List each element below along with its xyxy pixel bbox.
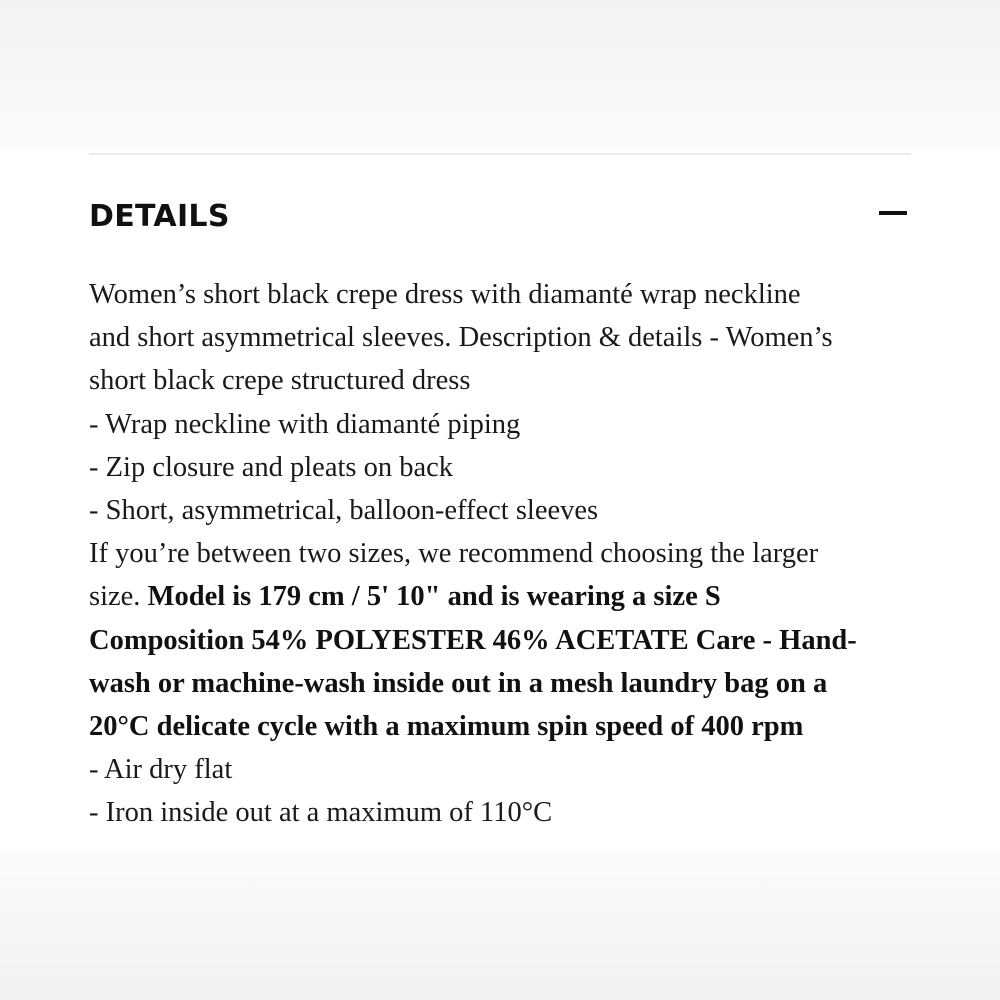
minus-icon[interactable] [879,211,907,215]
description-line: size. Model is 179 cm / 5' 10" and is wearing a size S [89,581,721,613]
description-line: Women’s short black crepe dress with diamanté wrap neckline [89,279,801,310]
description-bullet: - Iron inside out at a maximum of 110°C [89,797,553,829]
bottom-backdrop [0,850,1000,1000]
description-bullet: - Zip closure and pleats on back [89,451,454,483]
description-bullet: - Short, asymmetrical, balloon-effect sleeves [89,495,599,527]
top-backdrop [0,0,1000,150]
details-description [89,273,911,835]
description-line: 20°C delicate cycle with a maximum spin speed of 400 rpm [89,711,804,743]
description-line: Composition 54% POLYESTER 46% ACETATE Care - Hand- [89,624,857,656]
description-line: short black crepe structured dress [89,365,471,397]
details-accordion-header[interactable] [89,192,911,242]
description-line: and short asymmetrical sleeves. Description & details - Women’s [89,322,833,354]
description-line: wash or machine-wash inside out in a mesh laundry bag on a [89,667,828,699]
description-bullet: - Air dry flat [89,754,233,786]
description-line: If you’re between two sizes, we recommend choosing the larger [89,538,819,570]
details-title: DETAILS [89,199,230,234]
description-bullet: - Wrap neckline with diamanté piping [89,408,521,440]
section-divider [89,153,911,155]
